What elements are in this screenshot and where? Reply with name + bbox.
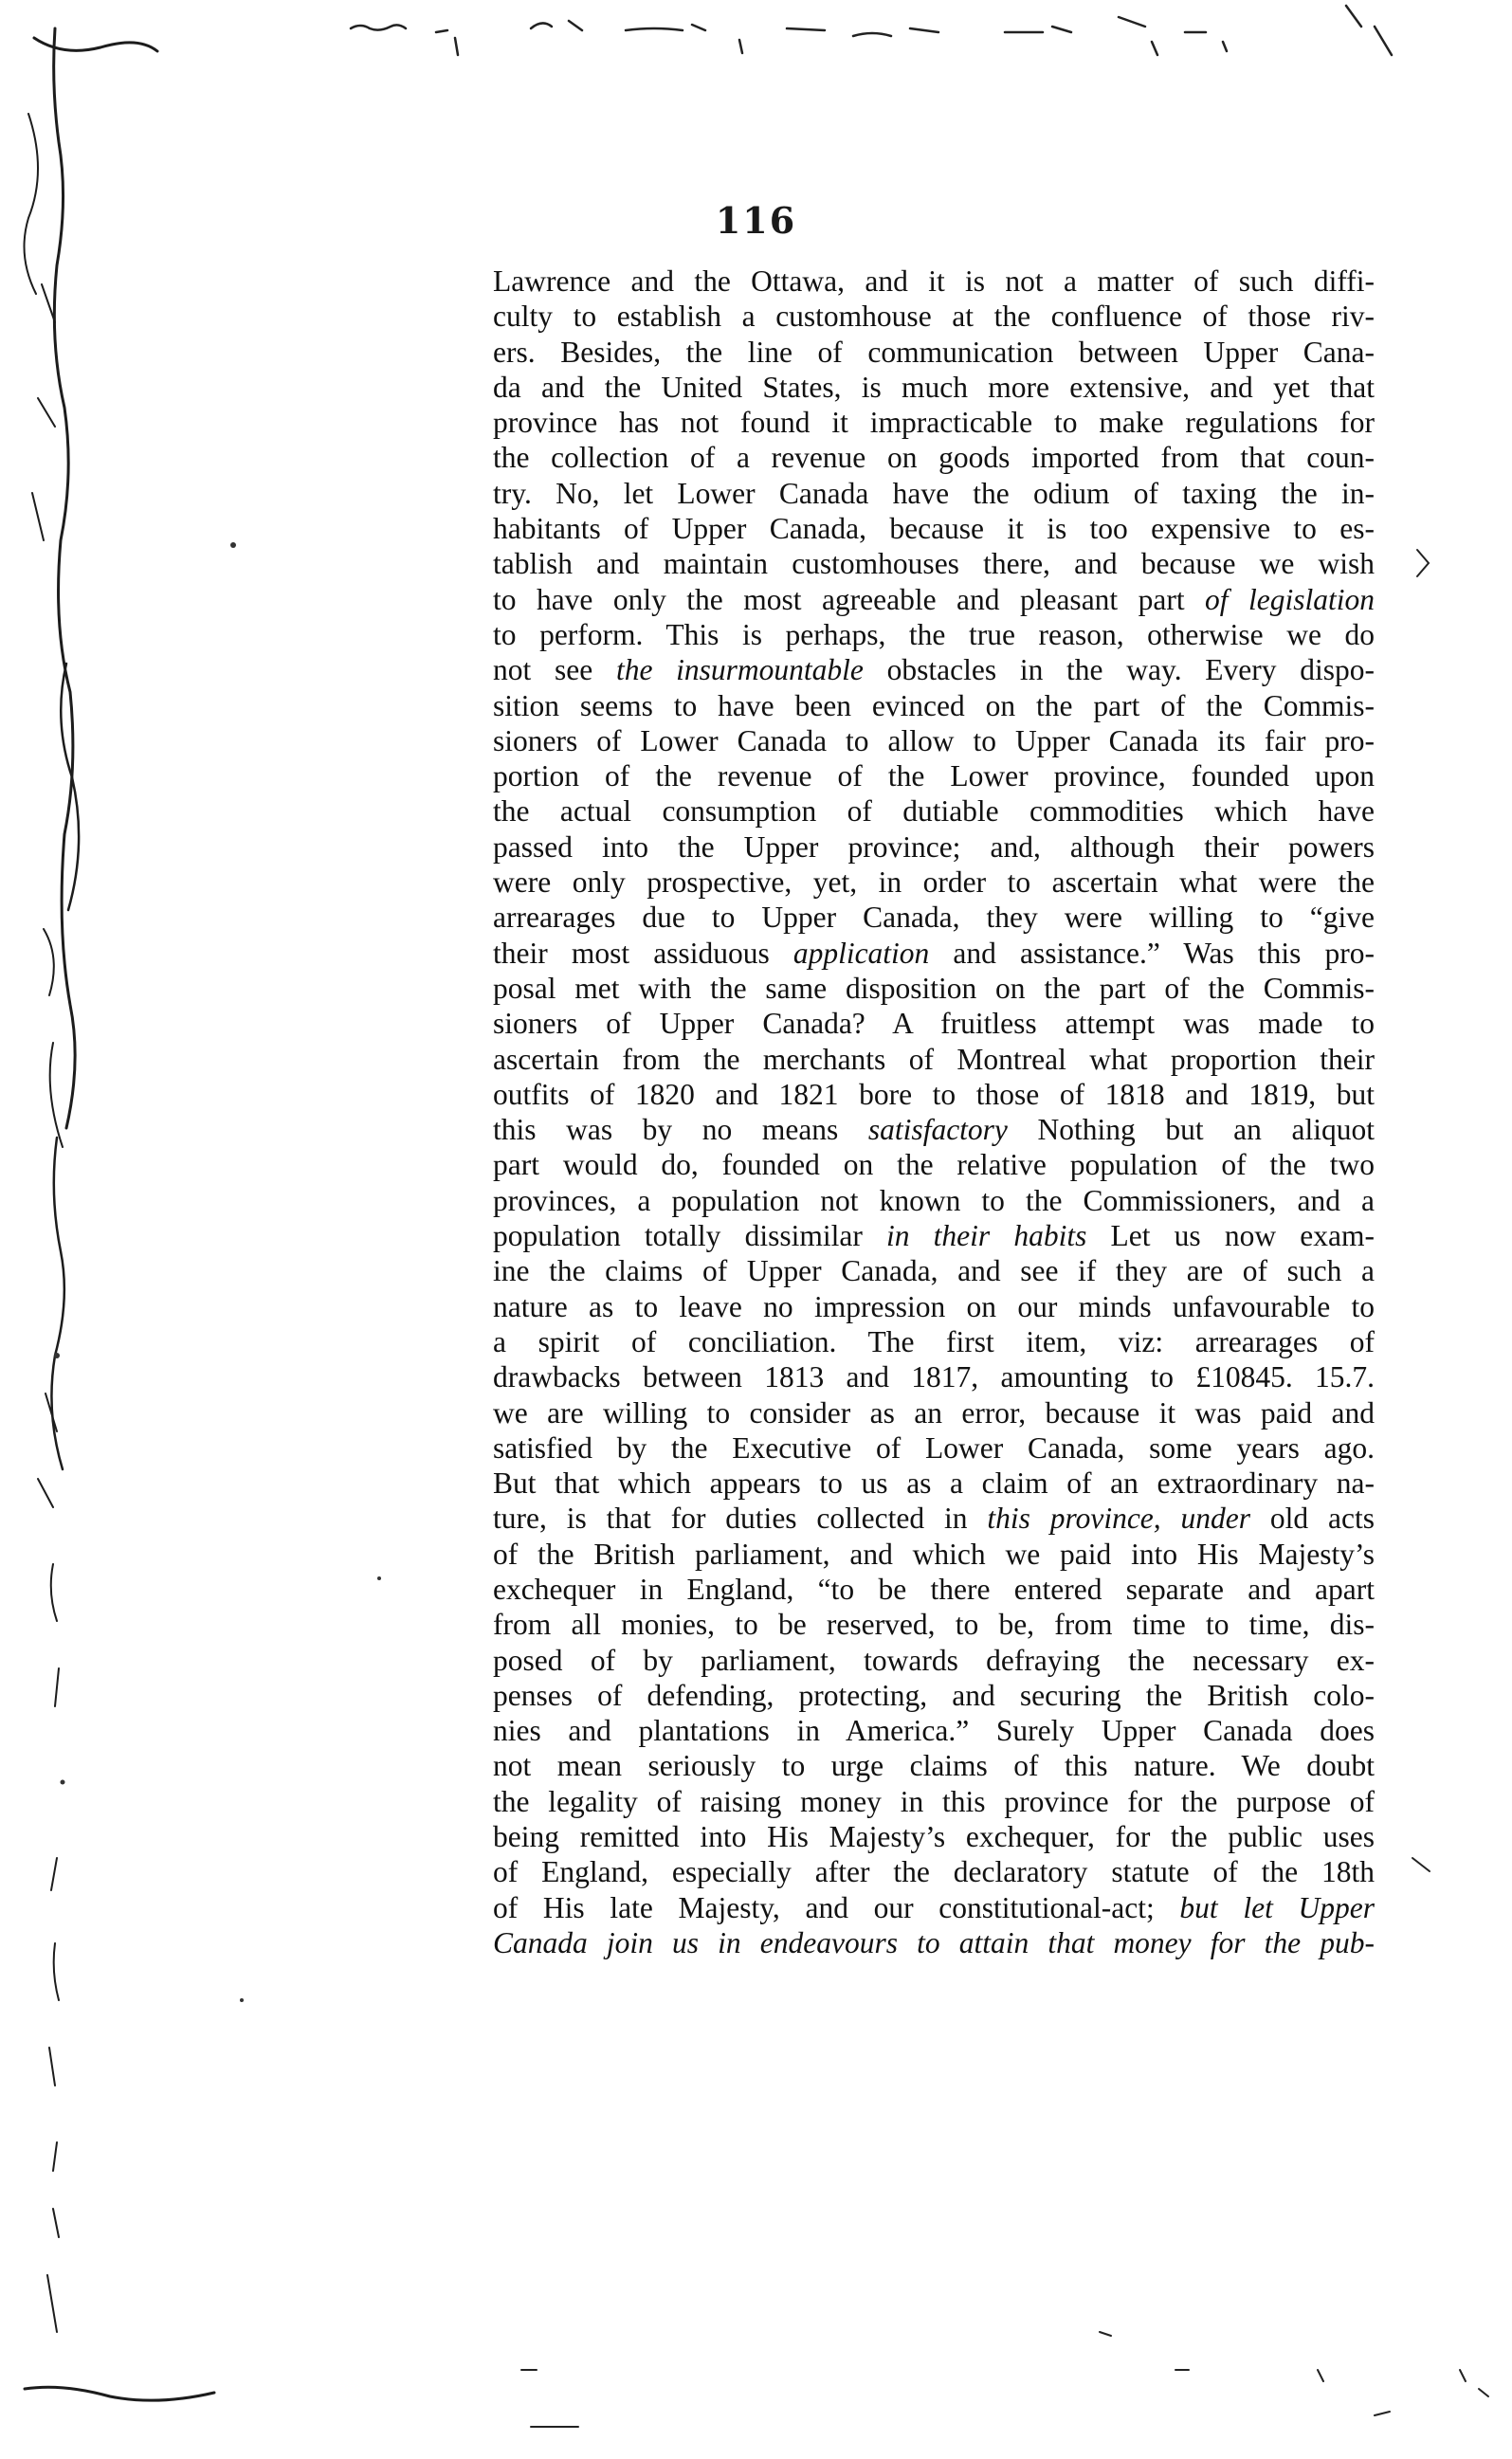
text-line — [493, 370, 1375, 405]
text-line — [493, 1324, 1375, 1359]
text-segment: to perform. This is perhaps, the true reason, otherwise we do — [493, 617, 1375, 651]
text-segment: sioners of Upper Canada? A fruitless attempt was made to — [493, 1007, 1375, 1041]
text-segment: passed into the Upper province; and, although their powers — [493, 829, 1375, 864]
text-line — [493, 1183, 1375, 1218]
text-segment: habitants of Upper Canada, because it is too expensive to es- — [493, 512, 1375, 546]
text-segment: to have only the most agreeable and pleasant part — [493, 582, 1206, 616]
text-line — [493, 1643, 1375, 1678]
text-segment: But that which appears to us as a claim of an extraordinary na- — [493, 1466, 1375, 1501]
text-segment: the legality of raising money in this province for the purpose of — [493, 1784, 1375, 1818]
text-line — [493, 1925, 1375, 1960]
text-segment: sition seems to have been evinced on the part of the Commis- — [493, 688, 1375, 722]
text-segment: nies and plantations in America.” Surely Upper Canada does — [493, 1714, 1375, 1748]
text-line — [493, 1501, 1375, 1536]
text-segment: penses of defending, protecting, and securing the British colo- — [493, 1678, 1375, 1712]
text-line — [493, 900, 1375, 935]
text-line — [493, 865, 1375, 900]
text-segment: were only prospective, yet, in order to ascertain what were the — [493, 865, 1375, 900]
text-line — [493, 1112, 1375, 1147]
text-segment: not see — [493, 653, 616, 687]
text-segment: try. No, let Lower Canada have the odium of taxing the in- — [493, 476, 1375, 510]
text-line — [493, 936, 1375, 971]
italic-text-segment: application — [792, 936, 930, 970]
text-segment: being remitted into His Majesty’s exchequer, for the public uses — [493, 1820, 1375, 1854]
text-segment: ine the claims of Upper Canada, and see if they are of such a — [493, 1254, 1375, 1288]
italic-text-segment: satisfactory — [867, 1113, 1008, 1147]
text-segment: the actual consumption of dutiable commodities which have — [493, 794, 1375, 829]
text-segment: ers. Besides, the line of communication between Upper Cana- — [493, 335, 1375, 369]
text-line — [493, 1678, 1375, 1713]
text-line — [493, 1289, 1375, 1324]
text-line — [493, 1042, 1375, 1077]
text-line — [493, 1572, 1375, 1607]
text-segment: satisfied by the Executive of Lower Canada, some years ago. — [493, 1430, 1375, 1465]
text-line — [493, 476, 1375, 511]
text-segment: provinces, a population not known to the Commissioners, and a — [493, 1183, 1375, 1217]
text-segment: tablish and maintain customhouses there, and because we wish — [493, 547, 1375, 581]
text-segment: portion of the revenue of the Lower province, founded upon — [493, 759, 1375, 793]
text-line — [493, 511, 1375, 546]
text-segment: part would do, founded on the relative population of the two — [493, 1148, 1375, 1182]
text-line — [493, 1713, 1375, 1748]
text-segment: their most assiduous — [493, 936, 793, 970]
text-line — [493, 617, 1375, 652]
text-segment: Nothing but an aliquot — [1007, 1113, 1375, 1147]
text-line — [493, 1430, 1375, 1466]
italic-text-segment: this province, under — [987, 1502, 1251, 1536]
text-segment: ascertain from the merchants of Montreal what proportion their — [493, 1042, 1375, 1076]
text-segment: old acts — [1250, 1502, 1375, 1536]
text-line — [493, 264, 1375, 299]
italic-text-segment: Canada join us in endeavours to attain that money for the pub- — [493, 1925, 1375, 1959]
text-line — [493, 829, 1375, 865]
text-segment: Let us now exam- — [1086, 1219, 1375, 1253]
text-line — [493, 971, 1375, 1006]
text-segment: outfits of 1820 and 1821 bore to those of 1818 and 1819, but — [493, 1077, 1375, 1111]
text-line — [493, 1819, 1375, 1854]
text-segment: of the British parliament, and which we paid into His Majesty’s — [493, 1537, 1375, 1571]
text-line — [493, 335, 1375, 370]
text-segment: of England, especially after the declaratory statute of the 18th — [493, 1855, 1375, 1889]
text-line — [493, 688, 1375, 723]
body-text — [493, 264, 1375, 1960]
text-segment: from all monies, to be reserved, to be, from time to time, dis- — [493, 1608, 1375, 1642]
text-line — [493, 1784, 1375, 1819]
text-line — [493, 723, 1375, 758]
text-line — [493, 1218, 1375, 1253]
text-segment: exchequer in England, “to be there entered separate and apart — [493, 1572, 1375, 1606]
text-line — [493, 1147, 1375, 1182]
text-line — [493, 299, 1375, 334]
text-line — [493, 1748, 1375, 1783]
italic-text-segment: the insurmountable — [615, 653, 864, 687]
text-segment: province has not found it impracticable to make regulations for — [493, 406, 1375, 440]
text-segment: Lawrence and the Ottawa, and it is not a matter of such diffi- — [493, 264, 1375, 298]
text-segment: this was by no means — [493, 1113, 868, 1147]
text-line — [493, 1253, 1375, 1288]
text-segment: posed of by parliament, towards defraying the necessary ex- — [493, 1643, 1375, 1677]
text-line — [493, 652, 1375, 687]
text-segment: not mean seriously to urge claims of this nature. We doubt — [493, 1749, 1375, 1783]
page-number: 116 — [715, 199, 797, 242]
text-line — [493, 1359, 1375, 1394]
text-line — [493, 546, 1375, 581]
italic-text-segment: of legislation — [1205, 582, 1375, 616]
text-segment: and assistance.” Was this pro- — [929, 936, 1375, 970]
text-line — [493, 1006, 1375, 1041]
text-segment: a spirit of conciliation. The first item, viz: arrearages of — [493, 1324, 1375, 1358]
text-segment: the collection of a revenue on goods imported from that coun- — [493, 441, 1375, 475]
text-segment: we are willing to consider as an error, because it was paid and — [493, 1395, 1375, 1430]
text-line — [493, 582, 1375, 617]
text-line — [493, 1537, 1375, 1572]
italic-text-segment: in their habits — [886, 1219, 1087, 1253]
text-line — [493, 793, 1375, 829]
text-line — [493, 1607, 1375, 1642]
text-segment: ture, is that for duties collected in — [493, 1502, 988, 1536]
text-line — [493, 405, 1375, 440]
text-segment: of His late Majesty, and our constitutional-act; — [493, 1890, 1180, 1924]
text-line — [493, 1077, 1375, 1112]
text-line — [493, 440, 1375, 475]
text-line — [493, 758, 1375, 793]
text-line — [493, 1466, 1375, 1501]
text-segment: da and the United States, is much more extensive, and yet that — [493, 370, 1375, 404]
text-segment: obstacles in the way. Every dispo- — [863, 653, 1375, 687]
text-line — [493, 1854, 1375, 1889]
text-segment: nature as to leave no impression on our minds unfavourable to — [493, 1289, 1375, 1323]
text-segment: posal met with the same disposition on the part of the Commis- — [493, 971, 1375, 1005]
text-segment: drawbacks between 1813 and 1817, amounting to £10845. 15.7. — [493, 1360, 1375, 1394]
text-segment: culty to establish a customhouse at the confluence of those riv- — [493, 300, 1375, 334]
text-segment: population totally dissimilar — [493, 1219, 886, 1253]
text-segment: arrearages due to Upper Canada, they were willing to “give — [493, 901, 1375, 935]
text-segment: sioners of Lower Canada to allow to Upper Canada its fair pro- — [493, 723, 1375, 757]
text-line — [493, 1395, 1375, 1430]
text-line — [493, 1890, 1375, 1925]
italic-text-segment: but let Upper — [1179, 1890, 1375, 1924]
